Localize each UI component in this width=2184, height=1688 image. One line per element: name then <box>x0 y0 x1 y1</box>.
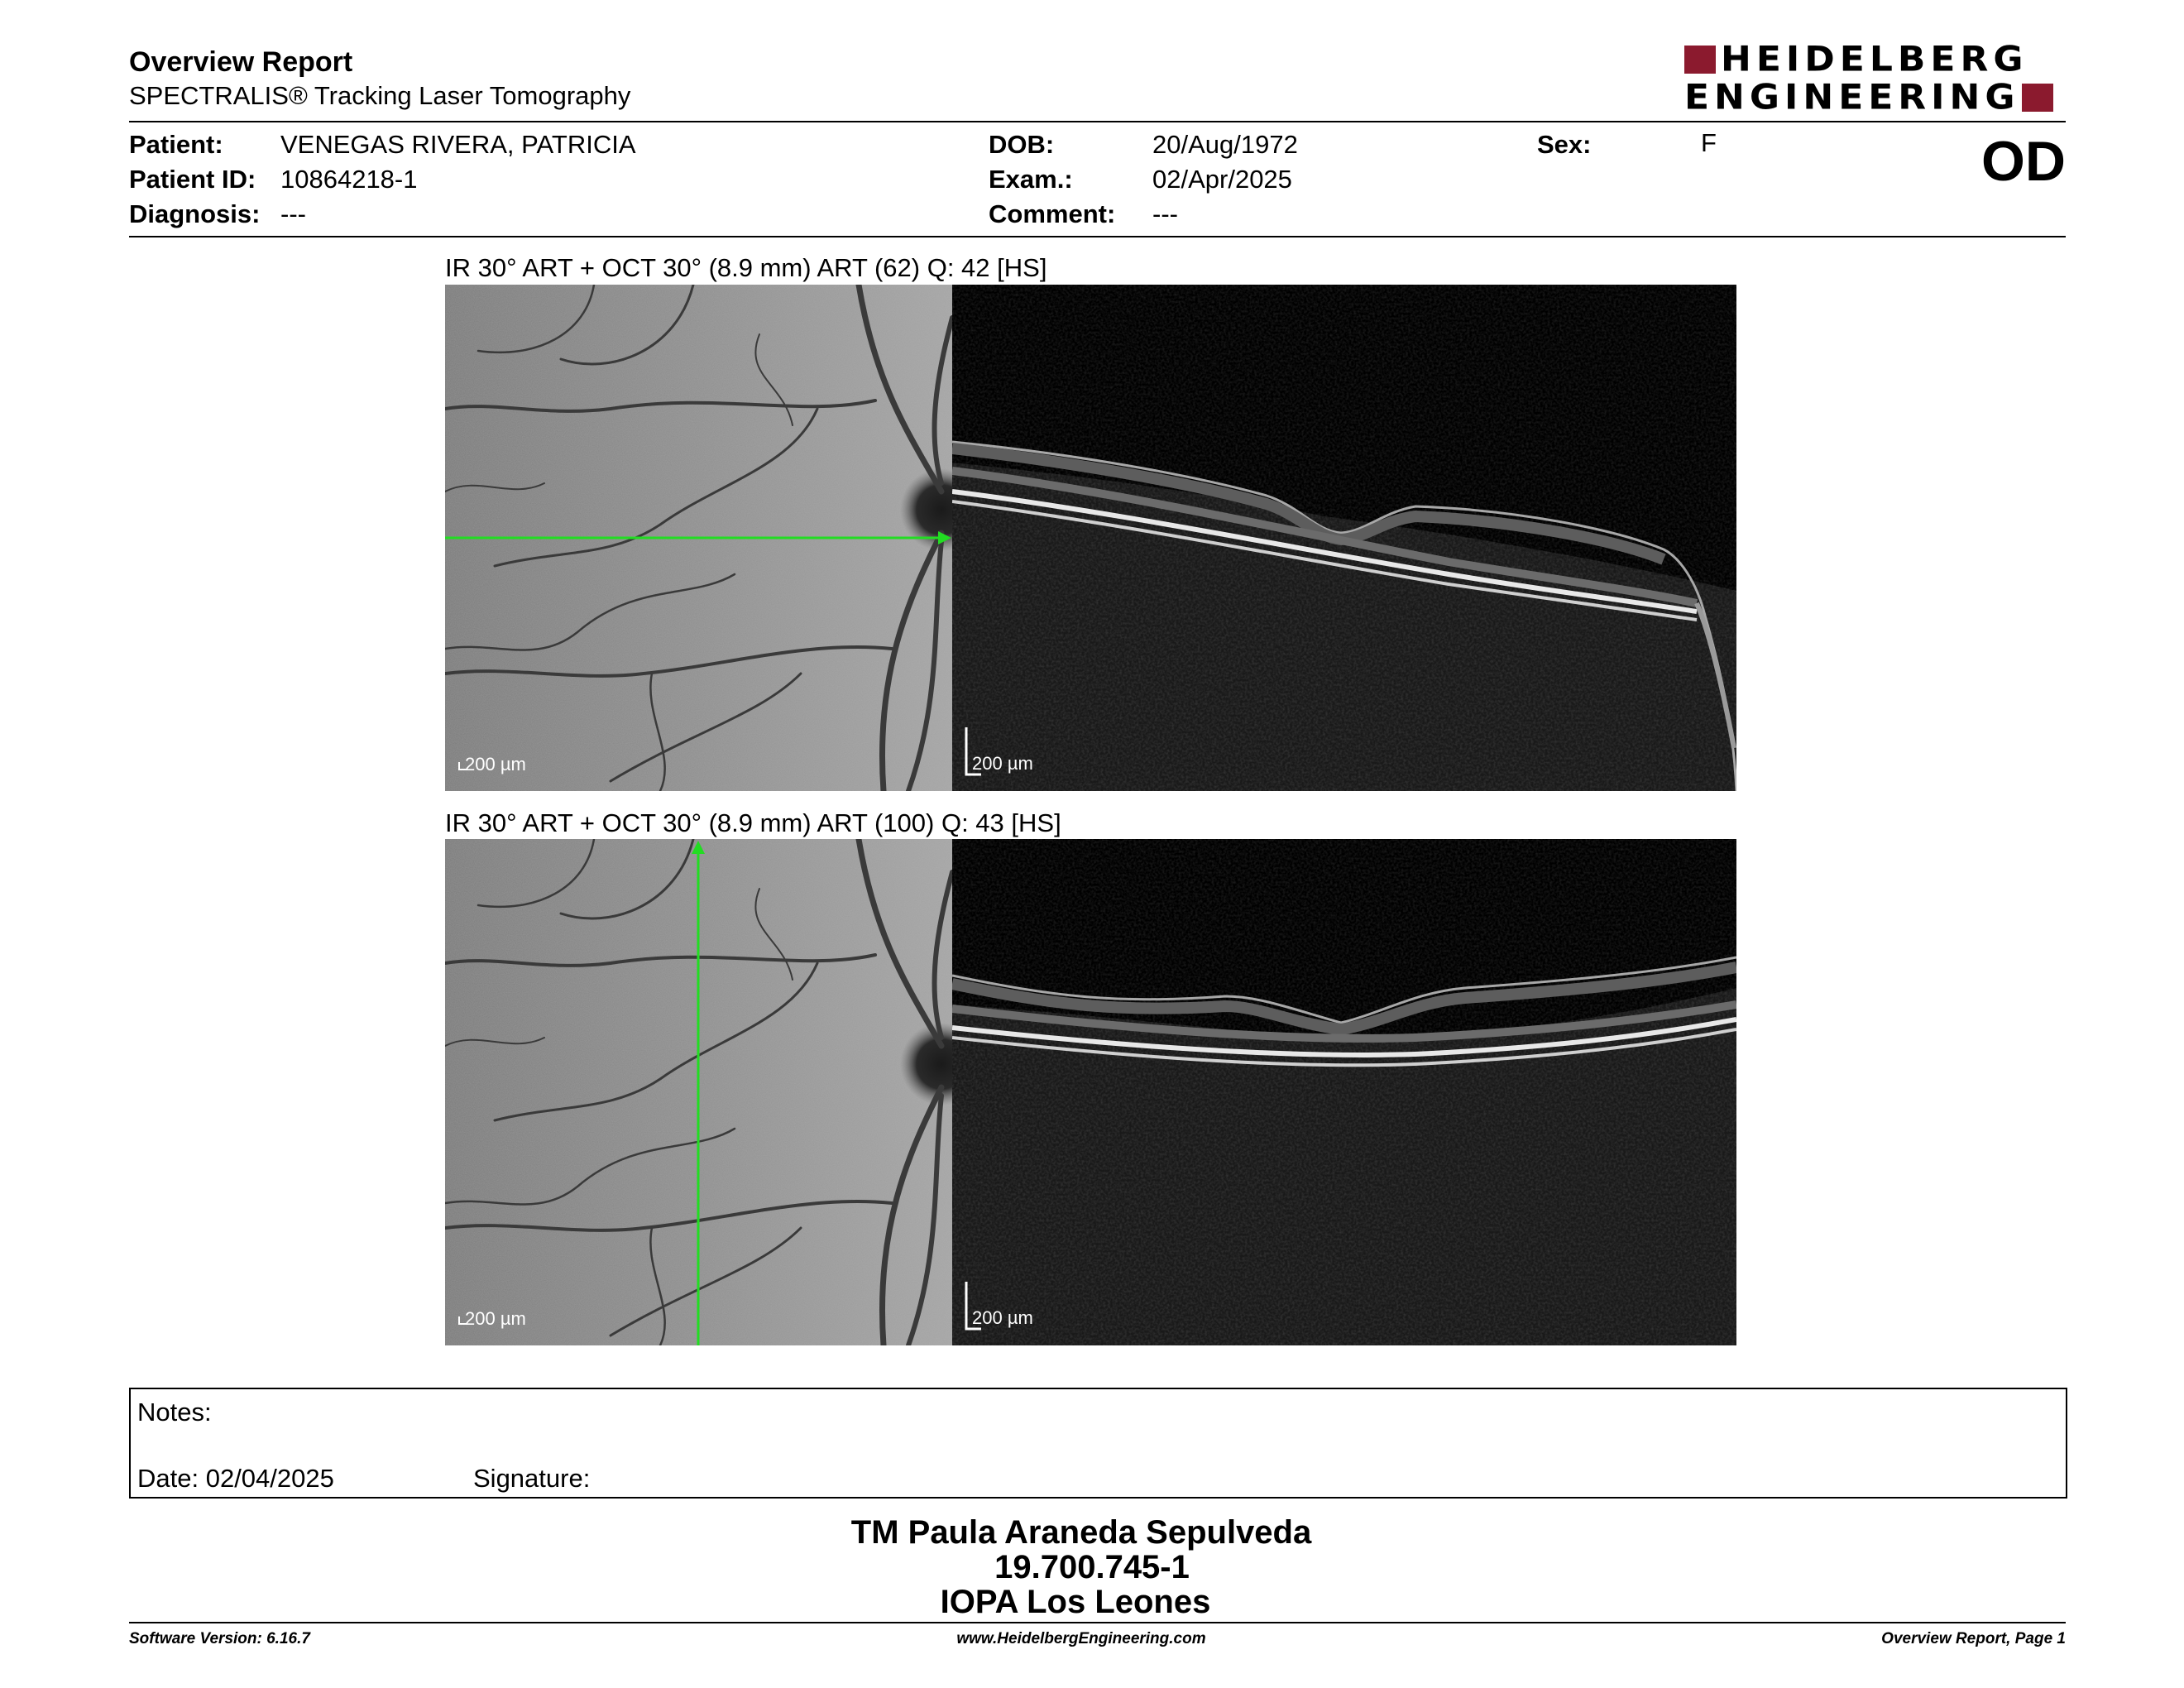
fundus-image-1 <box>445 285 952 791</box>
stamp-id: 19.700.745-1 <box>994 1549 1190 1585</box>
logo-square-icon <box>2022 84 2053 112</box>
logo-line-2 <box>1684 77 2053 117</box>
comment-value: --- <box>1152 199 1178 228</box>
patient-label: Patient: <box>129 130 223 159</box>
fundus-image-2 <box>445 839 952 1345</box>
scan-panel-1 <box>445 285 1736 791</box>
signature-label: Signature: <box>473 1464 591 1493</box>
fundus-scale-1: 200 µm <box>465 754 526 774</box>
notes-box <box>129 1388 2067 1499</box>
patient-name: VENEGAS RIVERA, PATRICIA <box>280 130 636 159</box>
stamp-name: TM Paula Araneda Sepulveda <box>850 1514 1312 1551</box>
exam-value: 02/Apr/2025 <box>1152 165 1292 194</box>
oct-scale-1: 200 µm <box>972 753 1033 774</box>
header-divider <box>129 121 2066 122</box>
footer-divider <box>129 1622 2066 1623</box>
comment-label: Comment: <box>989 199 1116 228</box>
scan-caption-1: IR 30° ART + OCT 30° (8.9 mm) ART (62) Q: 42 [HS] <box>445 253 1047 282</box>
patient-id: 10864218-1 <box>280 165 418 194</box>
dob-label: DOB: <box>989 130 1055 159</box>
scan-caption-2: IR 30° ART + OCT 30° (8.9 mm) ART (100) Q: 43 [HS] <box>445 808 1061 837</box>
scan-panel-2 <box>445 839 1736 1345</box>
diagnosis-value: --- <box>280 199 306 228</box>
dob-value: 20/Aug/1972 <box>1152 130 1298 159</box>
patient-divider <box>129 236 2066 237</box>
logo-text-1: HEIDELBERG <box>1721 39 2028 79</box>
page-number: Overview Report, Page 1 <box>1881 1630 2066 1647</box>
date-text: Date: 02/04/2025 <box>137 1464 334 1493</box>
logo-square-icon <box>1684 46 1716 74</box>
website-link[interactable]: www.HeidelbergEngineering.com <box>956 1630 1206 1647</box>
heidelberg-logo <box>1684 39 2066 117</box>
exam-label: Exam.: <box>989 165 1073 194</box>
notes-label: Notes: <box>137 1398 212 1427</box>
software-version: Software Version: 6.16.7 <box>129 1630 310 1647</box>
report-title: Overview Report <box>129 46 353 78</box>
oct-image-2 <box>952 839 1736 1345</box>
diagnosis-label: Diagnosis: <box>129 199 261 228</box>
patient-id-label: Patient ID: <box>129 165 256 194</box>
logo-line-1 <box>1684 39 2028 79</box>
oct-scale-2: 200 µm <box>972 1307 1033 1328</box>
stamp-institution: IOPA Los Leones <box>940 1584 1211 1620</box>
sex-value: F <box>1701 128 1717 157</box>
logo-text-2: ENGINEERING <box>1684 77 2020 117</box>
sex-label: Sex: <box>1537 130 1592 159</box>
eye-label: OD <box>1981 130 2066 193</box>
report-subtitle: SPECTRALIS® Tracking Laser Tomography <box>129 81 631 110</box>
oct-image-1 <box>952 285 1736 791</box>
fundus-scale-2: 200 µm <box>465 1308 526 1329</box>
